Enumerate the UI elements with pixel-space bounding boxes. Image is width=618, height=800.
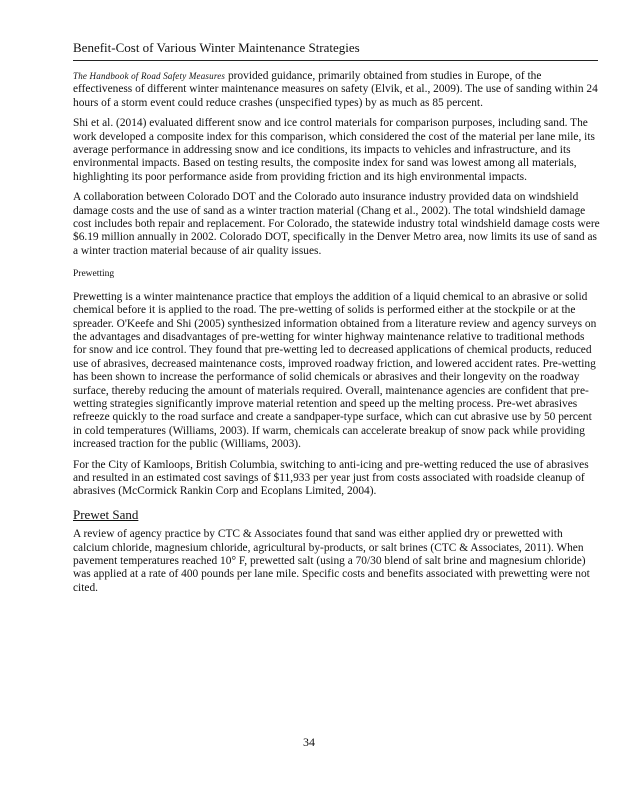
body-content — [73, 70, 600, 602]
paragraph-shi-2014: Shi et al. (2014) evaluated different snow and ice control materials for comparison purposes, including sand. The work developed a composite index for this comparison, which considered the cost of the material per lane mile, its average performance in addressing snow and ice conditions, its impacts to vehicles and infrastructure, and its environmental impacts. Based on testing results, the composite index for sand was lowest among all materials, highlighting its poor performance aside from providing friction and its high environmental impacts. — [73, 117, 595, 183]
paragraph-colorado-dot: A collaboration between Colorado DOT and the Colorado auto insurance industry provided data on windshield damage costs and the use of sand as a winter traction material (Chang et al., 2002). The total windshield damage cost includes both repair and replacement. For Colorado, the statewide industry total windshield damage costs were $6.19 million annually in 2002. Colorado DOT, specifically in the Denver Metro area, now limits its use of sand as a winter traction material because of air quality issues. — [73, 191, 600, 257]
handbook-title: The Handbook of Road Safety Measures — [73, 71, 226, 81]
paragraph-ctc-associates: A review of agency practice by CTC & Associates found that sand was either applied dry or prewetted with calcium chloride, magnesium chloride, agricultural by-products, or salt brines (CTC & Associates, 2011). When pavement temperatures reached 10° F, prewetted salt (using a 70/30 blend of salt brine and magnesium chloride) was applied at a rate of 400 pounds per lane mile. Specific costs and benefits associated with prewetting were not cited. — [73, 528, 590, 594]
paragraph-kamloops: For the City of Kamloops, British Columbia, switching to anti-icing and pre-wetting reduced the use of abrasives and resulted in an estimated cost savings of $11,933 per year just from costs associated with roadside cleanup of abrasives (McCormick Rankin Corp and Ecoplans Limited, 2004). — [73, 458, 589, 498]
section-heading-prewet-sand: Prewet Sand — [73, 506, 139, 522]
section-heading-prewetting: Prewetting — [73, 269, 115, 280]
paragraph-handbook-text: provided guidance, primarily obtained from studies in Europe, of the effectiveness of different winter maintenance measures on safety (Elvik, et al., 2009). The use of sanding within 24 hours of a storm event could reduce crashes (unspecified types) by as much as 85 percent. — [73, 70, 598, 109]
paragraph-prewetting: Prewetting is a winter maintenance practice that employs the addition of a liquid chemical to an abrasive or solid chemical before it is applied to the road. The pre-wetting of solids is performed either at the stockpile or at the spreader. O'Keefe and Shi (2005) synthesized information obtained from a literature review and agency surveys on the advantages and disadvantages of pre-wetting for winter highway maintenance relative to traditional methods for snow and ice control. They found that pre-wetting led to decreased applications of chemical products, reduced use of abrasives, decreased maintenance costs, improved roadway friction, and lowered accident rates. Pre-wetting has been shown to increase the performance of solid chemicals or abrasives and their longevity on the roadway surface, thereby reducing the amount of materials required. Overall, maintenance agencies are confident that pre-wetting strategies significantly improve material retention and speed up the melting process. Pre-wet abrasives refreeze quickly to the road surface and create a sandpaper-type surface, which can cut abrasive use by 50 percent in cold temperatures (Williams, 2003). If warm, chemicals can accelerate breakup of snow pack while providing increased traction for the public (Williams, 2003). — [73, 290, 597, 451]
header-rule — [73, 60, 598, 61]
running-header: Benefit-Cost of Various Winter Maintenance Strategies — [73, 40, 360, 55]
paragraph-handbook — [73, 70, 600, 110]
page-number: 34 — [303, 735, 315, 749]
